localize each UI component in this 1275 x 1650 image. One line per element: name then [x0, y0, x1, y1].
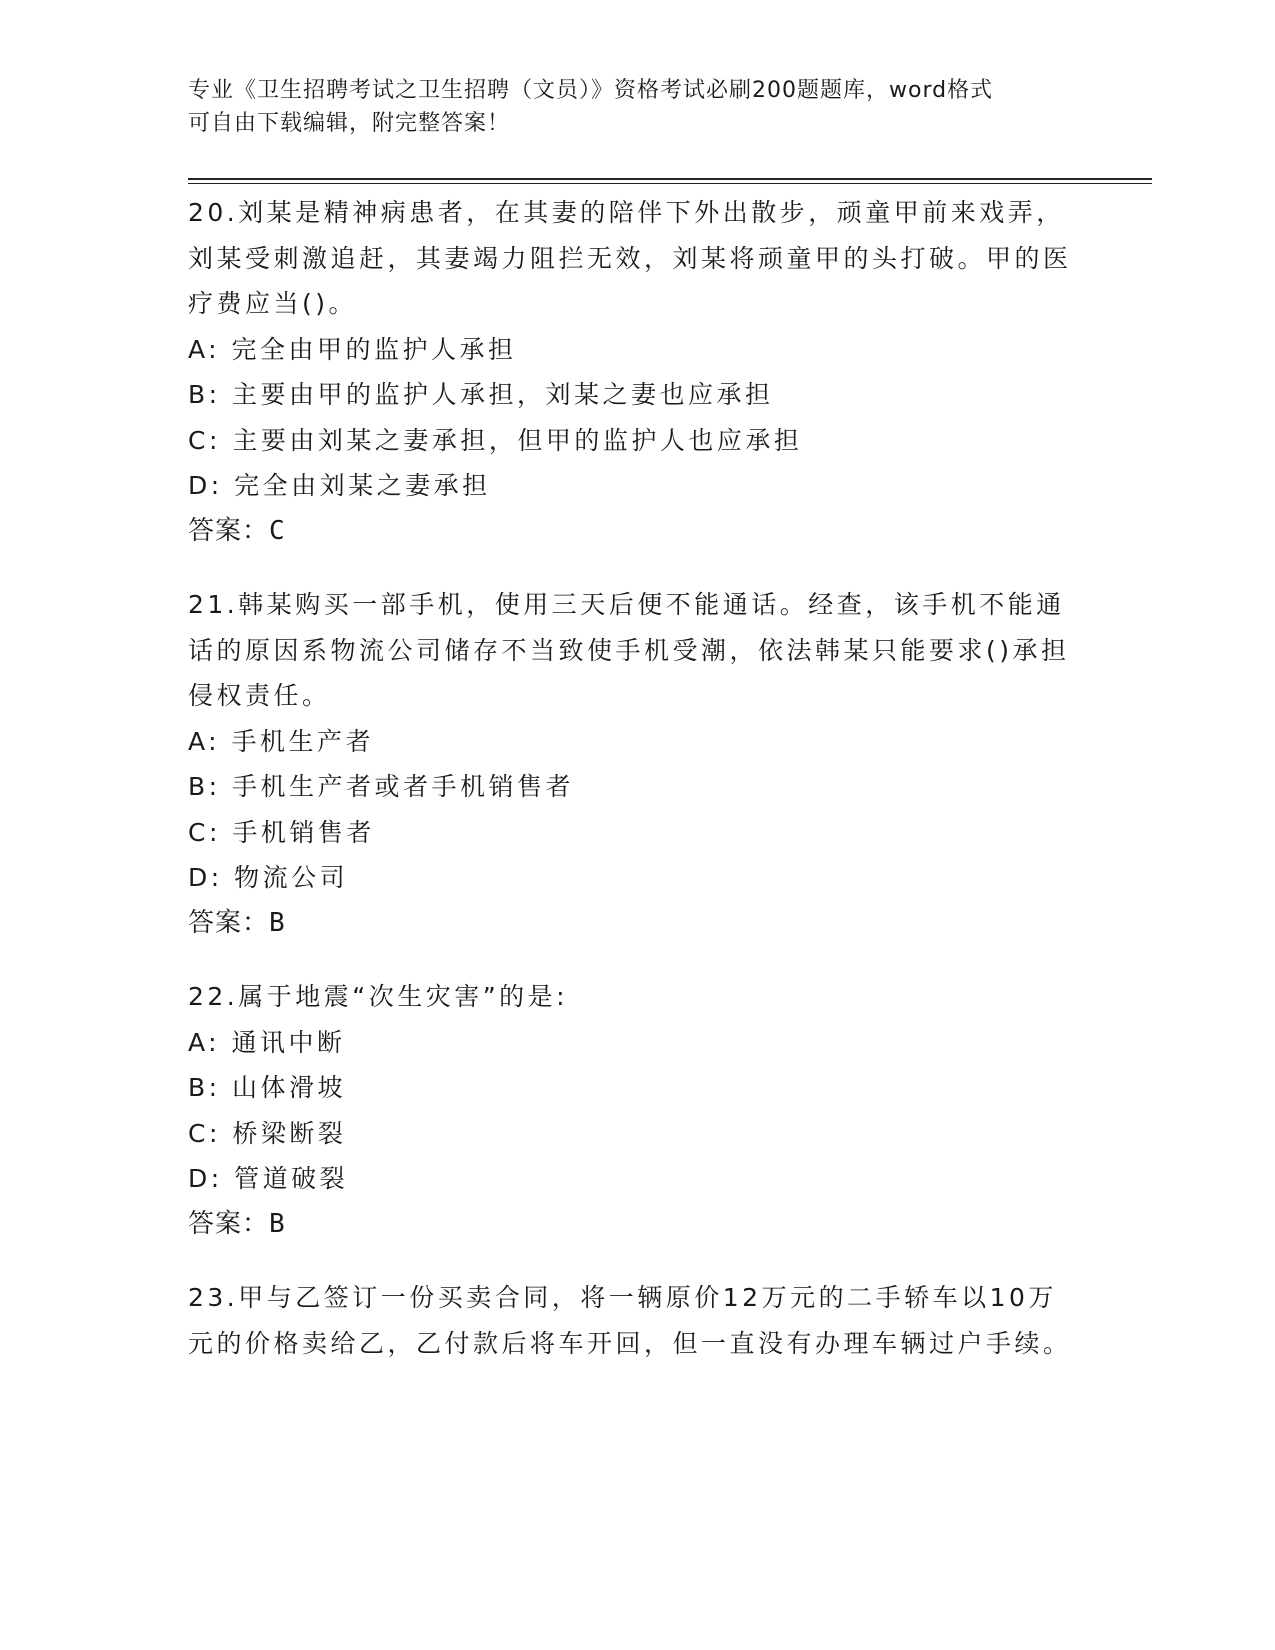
option-c: C: 主要由刘某之妻承担，但甲的监护人也应承担 — [188, 425, 803, 455]
question-stem: 21.韩某购买一部手机，使用三天后便不能通话。经查，该手机不能通话的原因系物流公司储存不当致使手机受潮，依法韩某只能要求()承担侵权责任。 — [188, 590, 1070, 710]
option-d: D: 管道破裂 — [188, 1164, 349, 1193]
document-header — [188, 74, 1068, 140]
question-21 — [188, 582, 1078, 946]
option-a: A: 完全由甲的监护人承担 — [188, 334, 517, 364]
header-line-2: 可自由下载编辑，附完整答案！ — [188, 111, 511, 136]
answer-line: 答案：B — [188, 1208, 286, 1239]
option-c: C: 桥梁断裂 — [188, 1118, 347, 1148]
question-stem: 22.属于地震“次生灾害”的是: — [188, 982, 569, 1011]
answer-line: 答案：B — [188, 907, 286, 938]
header-divider-thick — [188, 178, 1152, 180]
option-b: B: 主要由甲的监护人承担，刘某之妻也应承担 — [188, 380, 774, 409]
answer-line: 答案：C — [188, 515, 286, 546]
header-divider-thin — [188, 183, 1152, 184]
option-b: B: 山体滑坡 — [188, 1073, 347, 1102]
question-20 — [188, 190, 1078, 554]
option-b: B: 手机生产者或者手机销售者 — [188, 772, 575, 801]
option-d: D: 物流公司 — [188, 863, 349, 892]
question-list — [188, 190, 1078, 1394]
question-22 — [188, 974, 1078, 1247]
question-stem: 20.刘某是精神病患者，在其妻的陪伴下外出散步，顽童甲前来戏弄，刘某受刺激追赶，其妻竭力阻拦无效，刘某将顽童甲的头打破。甲的医疗费应当()。 — [188, 198, 1072, 318]
option-d: D: 完全由刘某之妻承担 — [188, 471, 491, 500]
option-a: A: 手机生产者 — [188, 726, 375, 756]
header-line-1: 专业《卫生招聘考试之卫生招聘（文员）》资格考试必刷200题题库，word格式 — [188, 78, 994, 103]
question-stem: 23.甲与乙签订一份买卖合同，将一辆原价12万元的二手轿车以10万元的价格卖给乙，乙付款后将车开回，但一直没有办理车辆过户手续。 — [188, 1283, 1072, 1358]
option-c: C: 手机销售者 — [188, 817, 375, 847]
question-23 — [188, 1275, 1078, 1366]
option-a: A: 通讯中断 — [188, 1027, 346, 1057]
